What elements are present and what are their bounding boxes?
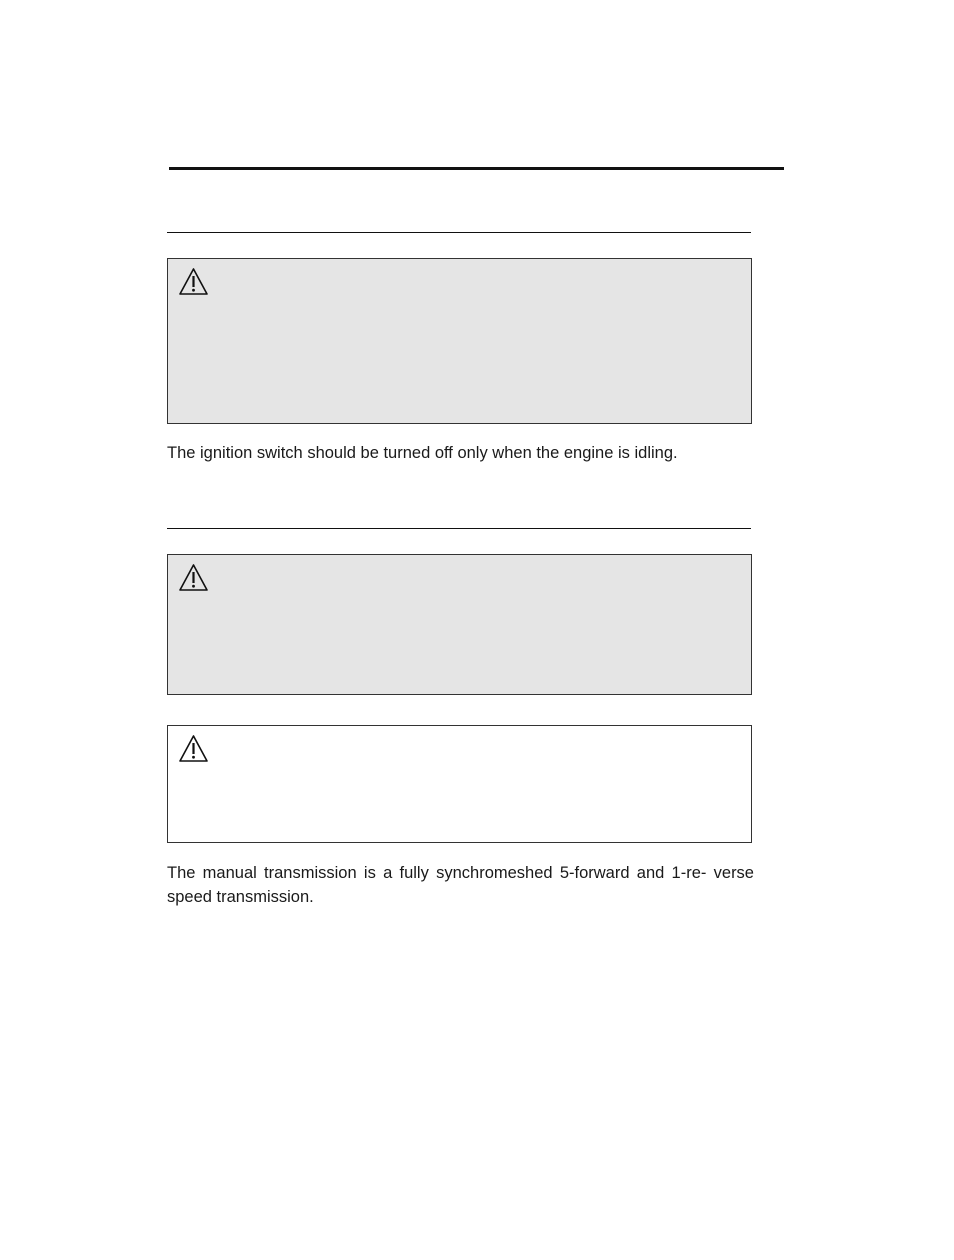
warning-box-2: [167, 554, 752, 695]
warning-triangle-icon: [178, 563, 209, 592]
warning-triangle-icon: [178, 734, 209, 763]
page-header-rule: [169, 167, 784, 170]
ignition-paragraph: The ignition switch should be turned off only when the engine is idling.: [167, 444, 678, 462]
warning-box-1: [167, 258, 752, 424]
section-2-rule: [167, 528, 751, 529]
transmission-paragraph: The manual transmission is a fully synchromeshed 5-forward and 1-re- verse speed transmission.: [167, 864, 754, 906]
section-1-rule: [167, 232, 751, 233]
warning-box-3: [167, 725, 752, 843]
warning-triangle-icon: [178, 267, 209, 296]
